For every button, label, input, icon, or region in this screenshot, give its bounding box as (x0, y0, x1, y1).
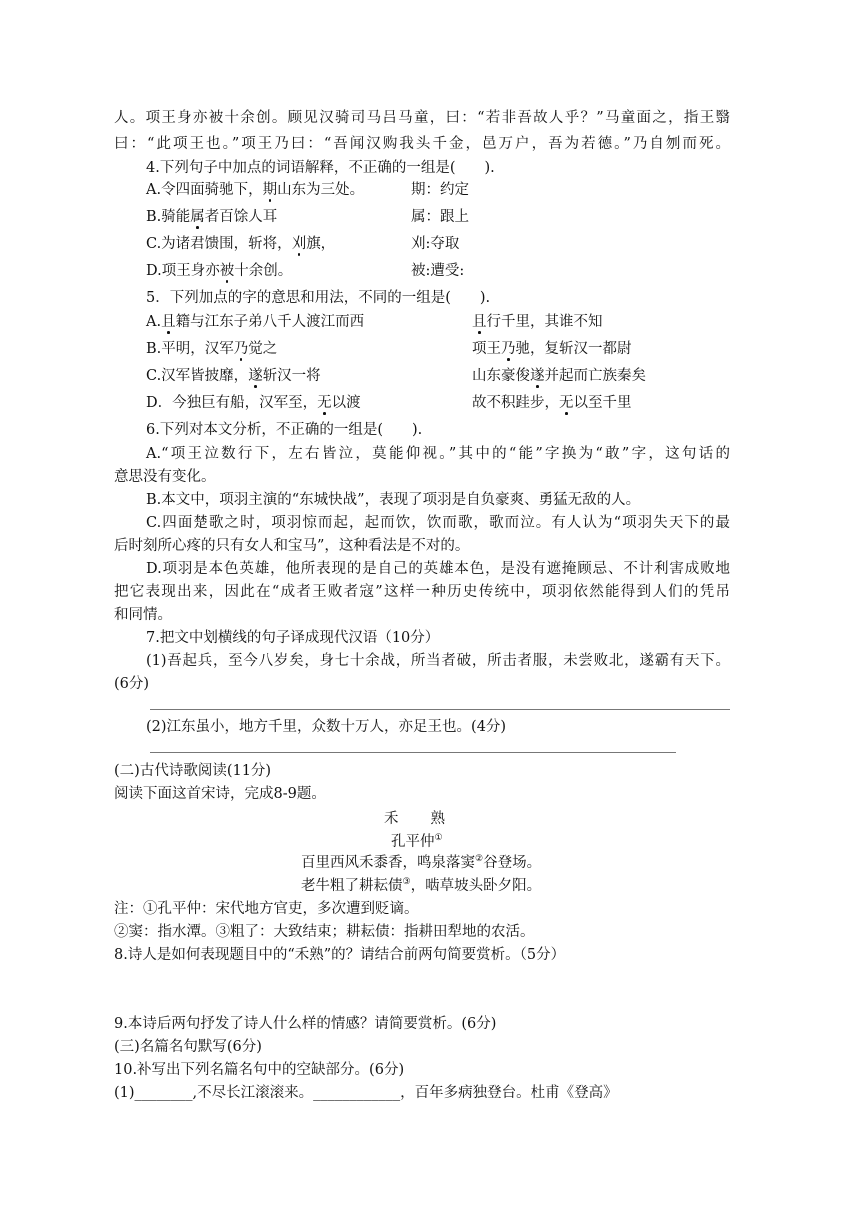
q6-option-a-1: A.“项王泣数行下，左右皆泣，莫能仰视。”其中的“能”字换为“敢”字，这句话的 (146, 446, 730, 462)
q5-text: 斩汉一将 (262, 368, 321, 384)
passage-line-1: 人。项王身亦被十余创。顾见汉骑司马吕马童，曰：“若非吾故人乎？”马童面之，指王翳 (114, 110, 730, 126)
q4-option-c (146, 233, 335, 255)
q10-stem: 10.补写出下列名篇名句中的空缺部分。(6分) (114, 1062, 405, 1078)
q4-stem: 4.下列句子中加点的词语解释，不正确的一组是( ). (146, 160, 495, 176)
q5-text: D．今独巨有船，汉军至， (146, 395, 318, 411)
dotted-word: 无 (317, 395, 332, 411)
section-2-intro: 阅读下面这首宋诗，完成8-9题。 (114, 786, 326, 802)
q4-option-d (146, 260, 292, 282)
poem-line-2 (301, 875, 541, 897)
q7-sentence-1: (1)吾起兵，至今八岁矣，身七十余战，所当者破，所击者服，未尝败北，遂霸有天下。 (146, 653, 730, 669)
q5-text: 山东豪俊 (472, 368, 530, 384)
q4-a-text-2: 山东为三处。 (277, 182, 365, 198)
dotted-word: 遂 (248, 368, 263, 384)
q9-stem: 9.本诗后两句抒发了诗人什么样的情感？请简要赏析。(6分) (114, 1016, 497, 1032)
q5-text: 觉之 (248, 341, 278, 357)
q6-option-d-3: 和同情。 (114, 607, 172, 623)
q5-option-d-left (146, 392, 361, 414)
q6-option-d-2: 把它表现出来，因此在“成者王败者寇”这样一种历史传统中，项羽依然能得到人们的凭吊 (114, 584, 730, 600)
q5-stem: 5．下列加点的字的意思和用法，不同的一组是( ). (146, 290, 491, 306)
q6-option-c-2: 后时刻所心疼的只有女人和宝马”，这种看法是不对的。 (114, 538, 470, 554)
dotted-word: 属 (190, 209, 205, 225)
poem-text: ，啮草坡头卧夕阳。 (410, 878, 542, 894)
q5-text: B.平明，汉军 (146, 341, 234, 357)
q6-stem: 6.下列对本文分析，不正确的一组是( ). (146, 422, 423, 438)
q5-option-a-left (146, 311, 364, 333)
poem-text: 谷登场。 (483, 855, 542, 871)
section-2-title: (二)古代诗歌阅读(11分) (114, 763, 272, 779)
answer-line-2[interactable] (150, 752, 676, 753)
poem-author (391, 831, 443, 853)
q7-stem: 7.把文中划横线的句子译成现代汉语（10分） (146, 630, 440, 646)
q8-stem: 8.诗人是如何表现题目中的“禾熟”的？请结合前两句简要赏析。（5分） (114, 947, 566, 963)
poem-note-1: 注：①孔平仲：宋代地方官吏，多次遭到贬谪。 (114, 901, 419, 917)
q5-text: 以至千里 (573, 395, 632, 411)
poem-note-2: ②窦：指水潭。③粗了：大致结束；耕耘债：指耕田犁地的农活。 (114, 924, 535, 940)
q4-gloss-d: 被:遭受: (411, 263, 465, 279)
q10-item-1: (1)________,不尽长江滚滚来。____________，百年多病独登台。杜甫《登高》 (114, 1085, 618, 1101)
dotted-word: 且 (161, 314, 176, 330)
q5-text: 籍与江东子弟八千人渡江而西 (175, 314, 365, 330)
q4-gloss-c: 刈:夺取 (411, 236, 460, 252)
dotted-word: 遂 (530, 368, 545, 384)
footnote-mark: ③ (402, 877, 411, 887)
answer-line-1[interactable] (150, 709, 730, 710)
q5-text: 项王 (472, 341, 501, 357)
q4-a-text: A.令四面骑驰下， (146, 182, 263, 198)
q4-d-text-2: 十余创。 (234, 263, 293, 279)
q7-sentence-2: (2)江东虽小，地方千里，众数十万人，亦足王也。(4分) (146, 719, 507, 735)
q4-d-text: D.项王身亦 (146, 263, 220, 279)
q5-text: A. (146, 314, 162, 330)
q4-c-text: C.为诸君馈围，斩将， (146, 236, 292, 252)
dotted-word: 无 (559, 395, 574, 411)
q5-text: C.汉军皆披靡， (146, 368, 249, 384)
q6-option-a-2: 意思没有变化。 (114, 469, 216, 485)
q6-option-b: B.本文中，项羽主演的“东城快战”，表现了项羽是自负豪爽、勇猛无敌的人。 (146, 492, 641, 508)
q5-text: 故不积跬步， (472, 395, 559, 411)
q4-option-b (146, 206, 277, 228)
q4-option-a (146, 179, 364, 201)
q5-option-b-left (146, 338, 277, 360)
section-3-title: (三)名篇名句默写(6分) (114, 1039, 262, 1055)
q5-option-a-right (472, 311, 603, 333)
dotted-word: 乃 (501, 341, 516, 357)
q4-b-text-2: 者百馀人耳 (204, 209, 278, 225)
poem-text: 百里西风禾黍香，鸣泉落窦 (301, 855, 475, 871)
q5-text: 并起而亡族秦矣 (544, 368, 646, 384)
q4-c-text-2: 旗， (306, 236, 336, 252)
dotted-word: 被 (219, 263, 235, 279)
q5-text: 以渡 (331, 395, 361, 411)
passage-line-2: 曰：“此项王也。”项王乃曰：“吾闻汉购我头千金，邑万户，吾为若德。”乃自刎而死。 (114, 136, 730, 152)
footnote-mark: ② (475, 854, 484, 864)
dotted-word: 乃 (233, 341, 249, 357)
poem-line-1 (301, 852, 541, 874)
q5-text: 行千里，其谁不知 (486, 314, 603, 330)
q6-option-d-1: D.项羽是本色英雄，他所表现的是自己的英雄本色，是没有遮掩顾忌、不计利害成败地 (146, 561, 730, 577)
q5-option-c-right (472, 365, 646, 387)
footnote-mark: ① (434, 833, 443, 843)
poem-title: 禾 熟 (384, 811, 446, 827)
q4-gloss-b: 属：跟上 (411, 209, 469, 225)
q5-option-b-right (472, 338, 632, 360)
q6-option-c-1: C.四面楚歌之时，项羽惊而起，起而饮，饮而歌，歌而泣。有人认为“项羽失天下的最 (146, 515, 730, 531)
dotted-word: 刈 (291, 236, 307, 252)
q5-text: 驰，复斩汉一都尉 (515, 341, 632, 357)
dotted-word: 且 (472, 314, 487, 330)
q5-option-c-left (146, 365, 321, 387)
poem-author-name: 孔平仲 (391, 834, 435, 850)
dotted-word: 期 (262, 182, 278, 198)
q4-b-text: B.骑能 (146, 209, 191, 225)
q7-sentence-1-score: (6分) (114, 676, 150, 692)
poem-text: 老牛粗了耕耘债 (301, 878, 403, 894)
q5-option-d-right (472, 392, 632, 414)
q4-gloss-a: 期：约定 (411, 182, 469, 198)
